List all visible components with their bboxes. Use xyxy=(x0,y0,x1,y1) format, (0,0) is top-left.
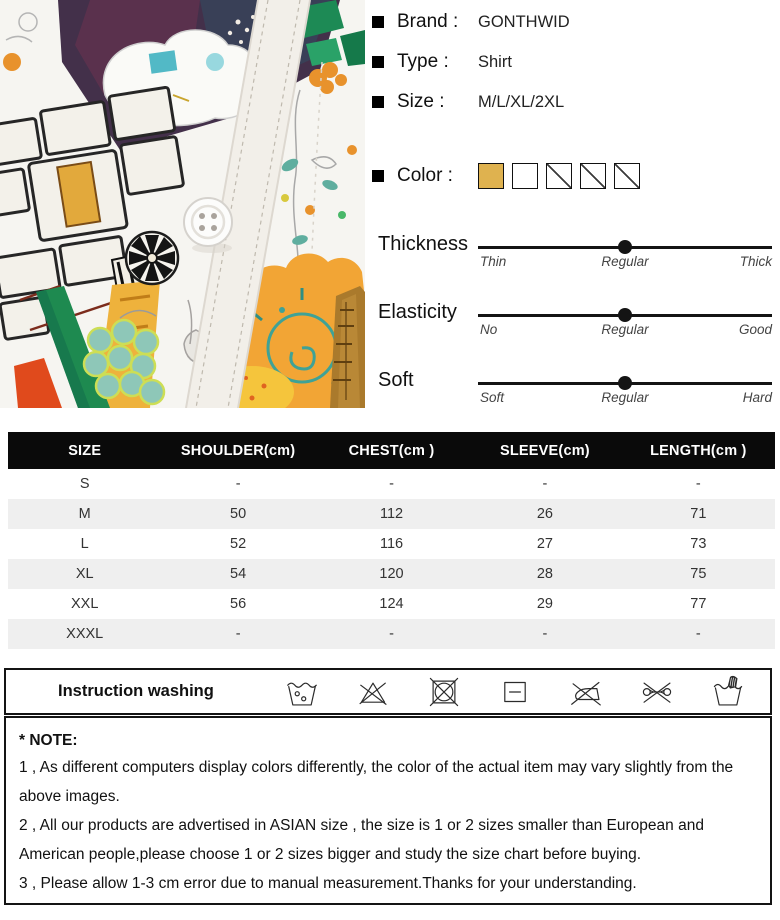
attribute-label: Type : xyxy=(397,51,449,72)
table-cell: 27 xyxy=(536,536,553,552)
color-swatch-unavailable-3[interactable] xyxy=(614,163,640,189)
table-cell: 28 xyxy=(536,566,553,582)
attribute-label: Brand : xyxy=(397,11,459,32)
product-attributes xyxy=(372,10,776,130)
table-cell: - xyxy=(542,626,548,642)
color-label: Color : xyxy=(397,165,453,186)
table-cell: - xyxy=(695,476,701,492)
color-row xyxy=(372,163,648,189)
size-table-header xyxy=(8,432,775,469)
bullet-square-icon xyxy=(372,96,384,108)
color-swatch-white[interactable] xyxy=(512,163,538,189)
table-cell: 120 xyxy=(379,566,404,582)
slider-track xyxy=(478,246,772,249)
table-cell: XL xyxy=(75,566,94,582)
note-box xyxy=(4,716,772,905)
slider-scale xyxy=(478,254,772,272)
column-header: CHEST(cm ) xyxy=(348,442,435,459)
table-cell: L xyxy=(80,536,89,552)
table-row xyxy=(8,619,775,649)
slider-scale-left: No xyxy=(480,322,498,337)
slider-scale-mid: Regular xyxy=(601,254,649,269)
table-cell: XXL xyxy=(70,596,99,612)
do-not-tumble-dry-icon xyxy=(427,675,461,709)
product-attribute-row xyxy=(372,90,776,114)
slider-track xyxy=(478,314,772,317)
product-attribute-row xyxy=(372,10,776,34)
attribute-value: M/L/XL/2XL xyxy=(478,92,565,111)
column-header: SLEEVE(cm) xyxy=(500,442,590,459)
dry-flat-icon xyxy=(498,675,532,709)
washing-title: Instruction washing xyxy=(58,682,214,700)
table-cell: 116 xyxy=(379,536,404,552)
slider-dot-icon xyxy=(618,240,632,254)
table-cell: S xyxy=(79,476,90,492)
slider-scale-mid: Regular xyxy=(601,322,649,337)
note-list xyxy=(19,753,757,898)
bullet-square-icon xyxy=(372,56,384,68)
hand-wash-icon xyxy=(711,675,745,709)
slider-scale-right: Good xyxy=(738,322,772,337)
table-cell: 124 xyxy=(379,596,404,612)
table-cell: 73 xyxy=(690,536,707,552)
slider-label: Thickness xyxy=(378,233,469,255)
table-cell: 75 xyxy=(690,566,707,582)
table-row xyxy=(8,499,775,529)
washing-icons xyxy=(266,675,764,709)
table-row xyxy=(8,469,775,499)
slider-label: Soft xyxy=(378,369,414,391)
table-cell: 71 xyxy=(690,506,707,522)
slider-soft xyxy=(378,364,774,432)
attribute-label: Size : xyxy=(397,91,445,112)
table-cell: - xyxy=(695,626,701,642)
size-table xyxy=(8,432,775,649)
fabric-property-sliders xyxy=(378,228,774,432)
color-swatch-unavailable-1[interactable] xyxy=(546,163,572,189)
table-cell: 54 xyxy=(230,566,247,582)
table-cell: 52 xyxy=(230,536,247,552)
size-table-body xyxy=(8,469,775,649)
note-text: 2 , All our products are advertised in ASIAN size , the size is 1 or 2 sizes smaller than European and American people,please choose 1 or 2 sizes bigger and study the size chart before buying. xyxy=(19,817,704,863)
table-cell: 26 xyxy=(536,506,553,522)
slider-dot-icon xyxy=(618,376,632,390)
attribute-value: Shirt xyxy=(478,52,512,71)
slider-scale-left: Soft xyxy=(480,390,505,405)
table-cell: 112 xyxy=(379,506,404,522)
slider-label: Elasticity xyxy=(378,301,457,323)
do-not-iron-icon xyxy=(569,675,603,709)
table-cell: - xyxy=(542,476,548,492)
bullet-square-icon xyxy=(372,16,384,28)
color-swatch-unavailable-2[interactable] xyxy=(580,163,606,189)
column-header: LENGTH(cm ) xyxy=(650,442,747,459)
attribute-value: GONTHWID xyxy=(478,12,570,31)
table-cell: - xyxy=(389,476,394,492)
slider-scale xyxy=(478,322,772,340)
do-not-wring-icon xyxy=(640,675,674,709)
washing-instructions xyxy=(4,668,772,715)
gentle-wash-icon xyxy=(285,675,319,709)
table-cell: M xyxy=(78,506,91,522)
slider-scale-right: Hard xyxy=(742,390,772,405)
do-not-bleach-icon xyxy=(356,675,390,709)
column-header: SHOULDER(cm) xyxy=(180,442,296,459)
table-cell: 77 xyxy=(690,596,707,612)
slider-elasticity xyxy=(378,296,774,364)
slider-dot-icon xyxy=(618,308,632,322)
table-row xyxy=(8,559,775,589)
table-row xyxy=(8,589,775,619)
slider-scale xyxy=(478,390,772,408)
note-text: 3 , Please allow 1-3 cm error due to manual measurement.Thanks for your understanding. xyxy=(19,875,637,892)
color-swatches xyxy=(478,163,648,189)
table-cell: - xyxy=(235,626,241,642)
note-title: * NOTE: xyxy=(19,732,78,749)
slider-track xyxy=(478,382,772,385)
table-cell: XXXL xyxy=(66,626,104,642)
slider-scale-mid: Regular xyxy=(601,390,649,405)
table-cell: - xyxy=(235,476,241,492)
table-cell: 29 xyxy=(536,596,553,612)
product-image xyxy=(0,0,365,408)
bullet-square-icon xyxy=(372,170,384,182)
column-header: SIZE xyxy=(68,442,102,459)
table-cell: 56 xyxy=(230,596,247,612)
note-text: 1 , As different computers display colors differently, the color of the actual item may vary slightly from the above images. xyxy=(19,759,734,805)
table-row xyxy=(8,529,775,559)
slider-scale-right: Thick xyxy=(739,254,772,269)
color-swatch-gold[interactable] xyxy=(478,163,504,189)
table-cell: 50 xyxy=(230,506,247,522)
product-attribute-row xyxy=(372,50,776,74)
slider-thickness xyxy=(378,228,774,296)
slider-scale-left: Thin xyxy=(480,254,507,269)
table-cell: - xyxy=(389,626,394,642)
